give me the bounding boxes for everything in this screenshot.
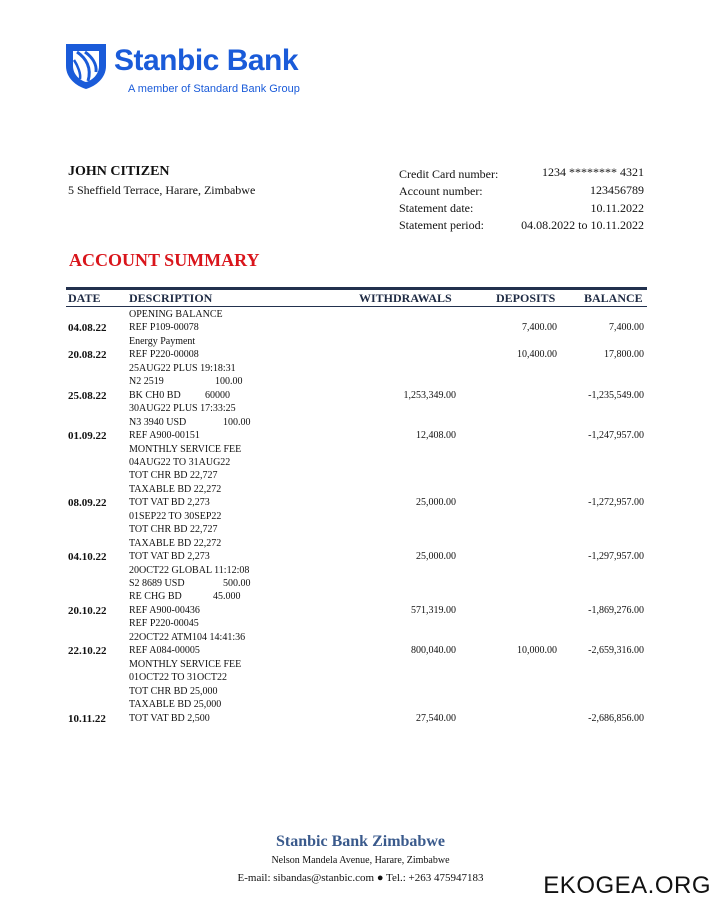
- row-description: BK CH0 BD: [129, 389, 181, 401]
- row-withdrawal: 27,540.00: [416, 712, 456, 724]
- row-date: 20.10.22: [68, 604, 107, 617]
- row-description: 30AUG22 PLUS 17:33:25: [129, 403, 236, 415]
- table-row: [0, 321, 721, 334]
- row-description: TOT CHR BD 25,000: [129, 685, 218, 697]
- row-balance: -2,686,856.00: [588, 712, 644, 724]
- table-row: [0, 362, 721, 375]
- row-description: TAXABLE BD 22,272: [129, 483, 222, 495]
- customer-address: 5 Sheffield Terrace, Harare, Zimbabwe: [68, 183, 256, 197]
- table-row: [0, 469, 721, 482]
- row-date: 20.08.22: [68, 349, 107, 362]
- table-row: [0, 537, 721, 550]
- statement-date-label: Statement date:: [399, 201, 474, 215]
- table-row: [0, 564, 721, 577]
- statement-date-value: 10.11.2022: [590, 201, 644, 215]
- row-description: S2 8689 USD: [129, 578, 185, 589]
- column-header-balance: BALANCE: [584, 291, 643, 305]
- row-date: 25.08.22: [68, 389, 107, 402]
- row-description: N2 2519: [129, 376, 164, 388]
- row-balance: -1,247,957.00: [588, 430, 644, 442]
- account-number-label: Account number:: [399, 184, 483, 198]
- row-description-amount: 100.00: [223, 416, 251, 428]
- table-row: [0, 577, 721, 590]
- row-withdrawal: 25,000.00: [416, 497, 456, 509]
- row-date: 10.11.22: [68, 712, 106, 725]
- row-withdrawal: 1,253,349.00: [403, 389, 456, 401]
- table-row: [0, 604, 721, 617]
- row-balance: -2,659,316.00: [588, 645, 644, 657]
- table-row: [0, 671, 721, 684]
- row-date: 08.09.22: [68, 497, 107, 510]
- account-number-value: 123456789: [590, 183, 644, 197]
- table-row: [0, 456, 721, 469]
- row-description-amount: 60000: [205, 389, 230, 401]
- table-row: [0, 550, 721, 563]
- statement-period-value: 04.08.2022 to 10.11.2022: [521, 218, 644, 232]
- row-description: TOT CHR BD 22,727: [129, 470, 218, 482]
- row-description: RE CHG BD: [129, 591, 182, 603]
- row-withdrawal: 12,408.00: [416, 430, 456, 442]
- row-description: TAXABLE BD 25,000: [129, 699, 222, 711]
- row-date: 04.08.22: [68, 322, 107, 335]
- row-deposit: 7,400.00: [522, 322, 557, 334]
- table-row: [0, 308, 721, 321]
- row-description: 01SEP22 TO 30SEP22: [129, 510, 222, 522]
- brand-tagline: A member of Standard Bank Group: [128, 83, 300, 95]
- table-row: [0, 631, 721, 644]
- row-balance: -1,272,957.00: [588, 497, 644, 509]
- table-row: [0, 658, 721, 671]
- table-row: [0, 644, 721, 657]
- row-description: TOT VAT BD 2,500: [129, 712, 210, 724]
- row-description-amount: 45.000: [213, 591, 241, 603]
- row-description: MONTHLY SERVICE FEE: [129, 443, 242, 455]
- table-row: [0, 375, 721, 388]
- column-header-description: DESCRIPTION: [129, 291, 213, 305]
- column-header-withdrawals: WITHDRAWALS: [359, 291, 452, 305]
- card-number-label: Credit Card number:: [399, 167, 499, 181]
- row-description: REF A900-00151: [129, 430, 200, 442]
- statement-period-label: Statement period:: [399, 218, 484, 232]
- footer-contact: E-mail: sibandas@stanbic.com ● Tel.: +263 475947183: [237, 872, 484, 884]
- row-date: 04.10.22: [68, 551, 107, 564]
- row-balance: -1,869,276.00: [588, 604, 644, 616]
- table-row: [0, 429, 721, 442]
- table-row: [0, 483, 721, 496]
- row-description: 04AUG22 TO 31AUG22: [129, 456, 231, 468]
- footer-bank-name: Stanbic Bank Zimbabwe: [276, 833, 445, 850]
- row-withdrawal: 571,319.00: [411, 604, 456, 616]
- table-row: [0, 443, 721, 456]
- table-row: [0, 523, 721, 536]
- footer-address: Nelson Mandela Avenue, Harare, Zimbabwe: [271, 855, 450, 866]
- table-row: [0, 685, 721, 698]
- row-date: 22.10.22: [68, 645, 107, 658]
- row-description: 25AUG22 PLUS 19:18:31: [129, 362, 236, 374]
- row-description: REF A900-00436: [129, 604, 200, 616]
- table-row: [0, 712, 721, 725]
- row-balance: 17,800.00: [604, 349, 644, 361]
- row-description: REF P220-00045: [129, 618, 199, 630]
- row-description: REF P109-00078: [129, 322, 199, 334]
- row-description-amount: 100.00: [215, 376, 243, 388]
- table-row: [0, 698, 721, 711]
- row-description: 20OCT22 GLOBAL 11:12:08: [129, 564, 250, 576]
- stanbic-shield-logo-icon: [64, 42, 108, 90]
- row-description: TOT VAT BD 2,273: [129, 551, 210, 563]
- watermark: EKOGEA.ORG: [543, 872, 711, 899]
- customer-name: JOHN CITIZEN: [68, 164, 170, 179]
- row-description: OPENING BALANCE: [129, 309, 223, 320]
- table-row: [0, 389, 721, 402]
- row-description: TAXABLE BD 22,272: [129, 537, 222, 549]
- row-withdrawal: 25,000.00: [416, 551, 456, 563]
- row-description: 22OCT22 ATM104 14:41:36: [129, 631, 246, 643]
- table-row: [0, 590, 721, 603]
- row-description: N3 3940 USD: [129, 416, 187, 428]
- card-number-value: 1234 ******** 4321: [542, 165, 644, 179]
- row-description: Energy Payment: [129, 335, 196, 347]
- account-summary-title: ACCOUNT SUMMARY: [69, 250, 260, 270]
- table-top-rule: [66, 287, 647, 290]
- table-row: [0, 496, 721, 509]
- row-description: MONTHLY SERVICE FEE: [129, 658, 242, 670]
- row-description-amount: 500.00: [223, 578, 251, 589]
- row-deposit: 10,000.00: [517, 645, 557, 657]
- row-description: TOT CHR BD 22,727: [129, 524, 218, 536]
- table-row: [0, 617, 721, 630]
- row-description: REF A084-00005: [129, 645, 200, 657]
- table-row: [0, 416, 721, 429]
- column-header-deposits: DEPOSITS: [496, 291, 556, 305]
- row-balance: -1,297,957.00: [588, 551, 644, 563]
- row-balance: 7,400.00: [609, 322, 644, 334]
- table-header-rule: [66, 306, 647, 307]
- column-header-date: DATE: [68, 291, 101, 305]
- brand-name: Stanbic Bank: [114, 44, 299, 77]
- row-description: 01OCT22 TO 31OCT22: [129, 672, 227, 684]
- table-row: [0, 335, 721, 348]
- row-deposit: 10,400.00: [517, 349, 557, 361]
- row-balance: -1,235,549.00: [588, 389, 644, 401]
- table-row: [0, 348, 721, 361]
- row-withdrawal: 800,040.00: [411, 645, 456, 657]
- row-description: TOT VAT BD 2,273: [129, 497, 210, 509]
- row-date: 01.09.22: [68, 430, 107, 443]
- table-row: [0, 510, 721, 523]
- table-row: [0, 402, 721, 415]
- row-description: REF P220-00008: [129, 349, 199, 361]
